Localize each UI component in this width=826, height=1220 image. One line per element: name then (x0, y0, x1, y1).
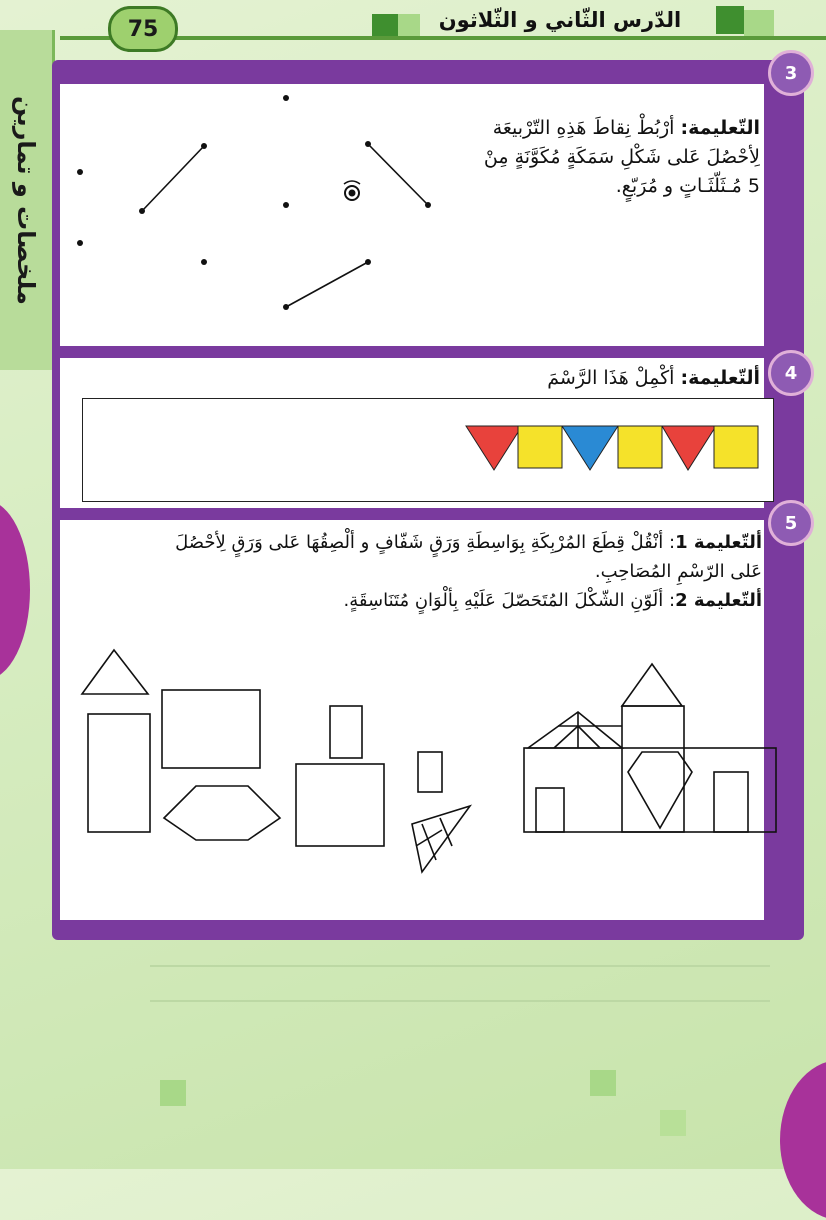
house-window (714, 772, 748, 832)
exercise-4-instruction (380, 364, 760, 393)
side-title: ملخصات و تمارين (12, 95, 40, 305)
house-body (524, 748, 776, 832)
house-tower-roof (622, 664, 682, 706)
exercise-4-number: 4 (768, 350, 814, 396)
exercise-3-instruction (470, 114, 760, 201)
piece-rect (162, 690, 260, 768)
house-left-roof (528, 712, 622, 748)
exercise-5-text-1b: عَلى الرّسْمِ المُصَاحِبِ. (594, 561, 762, 582)
yellow-square (518, 426, 562, 468)
exercise-5-label-2: ألتّعليمة 2 (675, 590, 762, 611)
connected-line (286, 262, 368, 307)
house-door (536, 788, 564, 832)
yellow-square (714, 426, 758, 468)
exercise-3-line3: 5 مُـثَلّثَـاتٍ و مُرَبّعٍ. (615, 175, 760, 197)
decor-pink-circle (780, 1060, 826, 1220)
dot (201, 259, 207, 265)
piece-square (296, 764, 384, 846)
piece-tall-rect (88, 714, 150, 832)
dot (77, 169, 83, 175)
exercise-5-instruction (70, 528, 762, 615)
exercise-3-line1: أرْبُطْ نِقاطَ هَذِهِ التّرْبيعَة (492, 117, 675, 139)
connected-line (142, 146, 204, 211)
exercise-3-label: التّعليمة: (680, 117, 760, 139)
dot (283, 95, 289, 101)
page-number: 75 (108, 6, 178, 52)
exercise-5-text-2: : ألَوّنِ الشّكْلَ المُتَحَصّلَ عَلَيْهِ بِألْوَانٍ مُتَنَاسِقَةٍ. (343, 590, 676, 611)
exercise-4-label: ألتّعليمة: (680, 367, 760, 389)
decor-pink-circle (0, 500, 30, 680)
lesson-title: الدّرس الثّاني و الثّلاثون (438, 8, 682, 32)
piece-hexagon (164, 786, 280, 840)
dot-grid (60, 84, 480, 346)
decor-square (716, 6, 744, 34)
piece-thin-rect (418, 752, 442, 792)
pattern-row (460, 420, 770, 480)
decor-square (660, 1110, 686, 1136)
piece-small-rect (330, 706, 362, 758)
piece-pennant (412, 806, 470, 872)
faint-rule (150, 1000, 770, 1002)
tangram-pieces (70, 640, 490, 880)
blue-triangle (562, 426, 618, 470)
fish-eye-icon (344, 181, 360, 200)
exercise-3-line2: لِأحْصُلَ عَلى شَكْلِ سَمَكَةٍ مُكَوَّنَةٍ مِنْ (483, 146, 760, 168)
red-triangle (466, 426, 522, 470)
connected-line (368, 144, 428, 205)
exercise-4-text: أكْمِلْ هَذَا الرَّسْمَ (547, 367, 675, 389)
faint-rule (150, 965, 770, 967)
house-diamond (628, 752, 692, 828)
exercise-3-number: 3 (768, 50, 814, 96)
dot (283, 202, 289, 208)
house-tower (622, 706, 684, 832)
exercise-5-label-1: ألتّعليمة 1 (675, 532, 762, 553)
dot (77, 240, 83, 246)
tangram-house (520, 660, 780, 840)
red-triangle (662, 426, 716, 470)
piece-triangle (82, 650, 148, 694)
exercise-5-number: 5 (768, 500, 814, 546)
yellow-square (618, 426, 662, 468)
decor-square (590, 1070, 616, 1096)
decor-square (160, 1080, 186, 1106)
exercise-5-text-1: : أنْقُلْ قِطَعَ المُرْبِكَةِ بِوَاسِطَةِ وَرَقٍ شَفّافٍ و ألْصِقُهَا عَلى وَرَقٍ لِأحْصُلَ (175, 532, 676, 553)
